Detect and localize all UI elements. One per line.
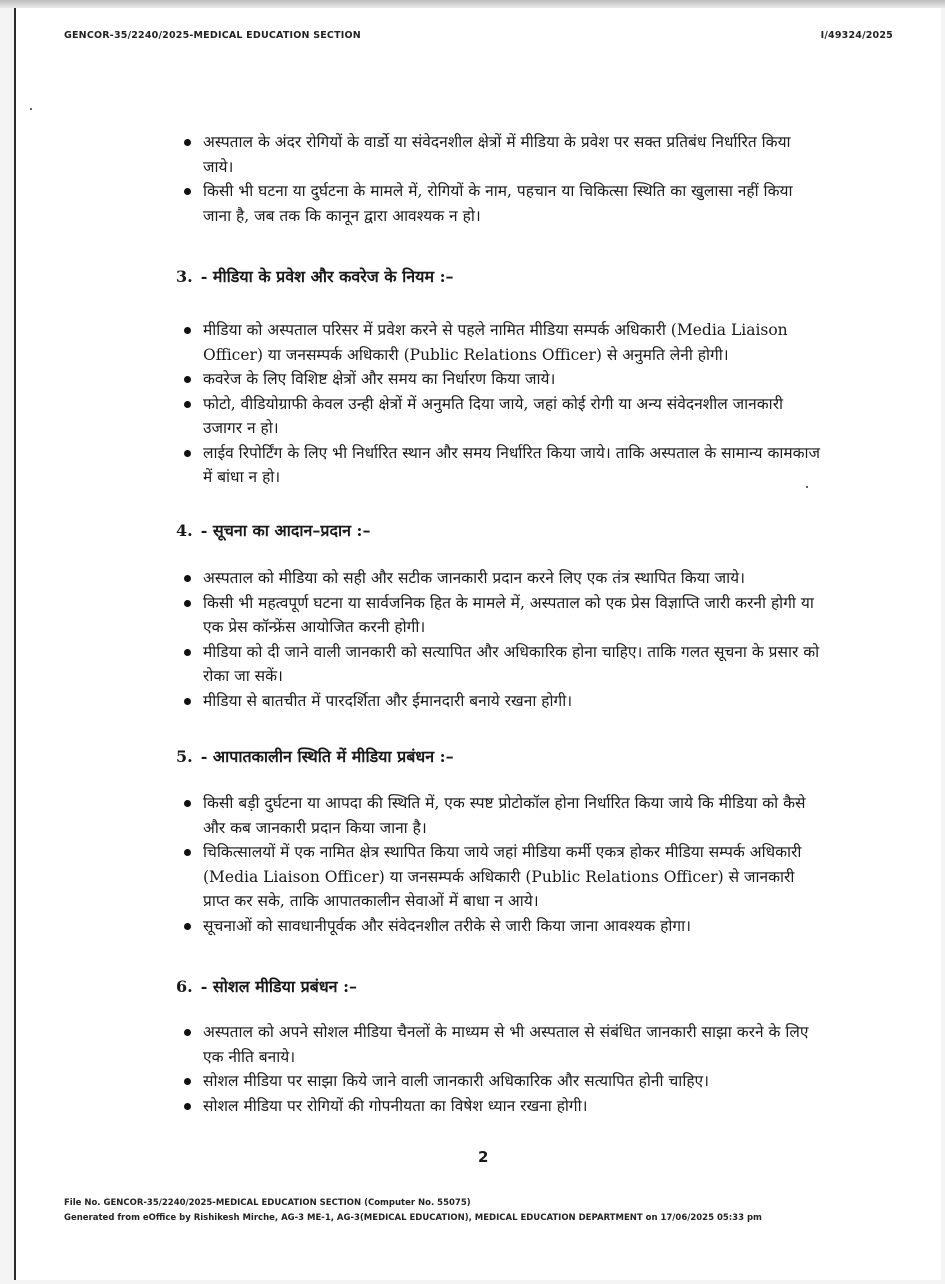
bullet-icon [184, 600, 191, 607]
bullet-icon [184, 327, 191, 334]
document-page [14, 8, 941, 1280]
file-reference-header: GENCOR-35/2240/2025-MEDICAL EDUCATION SECTION [64, 30, 361, 41]
bullet-icon [184, 1078, 191, 1085]
bullet-icon [184, 376, 191, 383]
list-item: मीडिया को अस्पताल परिसर में प्रवेश करने से पहले नामित मीडिया सम्पर्क अधिकारी (Media Liaison Officer) या जनसम्पर्क अधिकारी (Public Relations Officer) से अनुमति लेनी होगी। [181, 318, 821, 367]
list-item: किसी बड़ी दुर्घटना या आपदा की स्थिति में, एक स्पष्ट प्रोटोकॉल होना निर्धारित किया जाये कि मीडिया को कैसे और कब जानकारी प्रदान किया जाना है। [181, 791, 821, 840]
section-heading: 5. - आपातकालीन स्थिति में मीडिया प्रबंधन :– [176, 747, 454, 766]
list-item: किसी भी घटना या दुर्घटना के मामले में, रोगियों के नाम, पहचान या चिकित्सा स्थिति का खुलासा नहीं किया जाना है, जब तक कि कानून द्वारा आवश्यक न हो। [181, 179, 821, 228]
list-item: मीडिया को दी जाने वाली जानकारी को सत्यापित और अधिकारिक होना चाहिए। ताकि गलत सूचना के प्रसार को रोका जा सकें। [181, 640, 821, 689]
section-heading: 4. - सूचना का आदान–प्रदान :– [176, 521, 371, 540]
list-item: किसी भी महत्वपूर्ण घटना या सार्वजनिक हित के मामले में, अस्पताल को एक प्रेस विज्ञाप्ति जारी करनी होगी या एक प्रेस कॉन्फ्रेंस आयोजित करनी होगी। [181, 591, 821, 640]
page-number: 2 [478, 1148, 489, 1166]
document-id-header: I/49324/2025 [820, 30, 893, 41]
bullet-icon [184, 1029, 191, 1036]
bullet-icon [184, 401, 191, 408]
bullet-icon [184, 575, 191, 582]
section-heading: 6. - सोशल मीडिया प्रबंधन :– [176, 977, 358, 996]
scan-speck [30, 108, 32, 110]
intro-bullet-list [181, 130, 821, 228]
footer-file-number: File No. GENCOR-35/2240/2025-MEDICAL EDUCATION SECTION (Computer No. 55075) [64, 1198, 471, 1208]
bullet-icon [184, 649, 191, 656]
list-item: अस्पताल के अंदर रोगियों के वार्डो या संवेदनशील क्षेत्रों में मीडिया के प्रवेश पर सक्त प्रतिबंध निर्धारित किया जाये। [181, 130, 821, 179]
list-item: कवरेज के लिए विशिष्ट क्षेत्रों और समय का निर्धारण किया जाये। [181, 367, 821, 392]
list-item: लाईव रिपोर्टिंग के लिए भी निर्धारित स्थान और समय निर्धारित किया जाये। ताकि अस्पताल के सामान्य कामकाज में बांधा न हो। [181, 441, 821, 490]
list-item: अस्पताल को अपने सोशल मीडिया चैनलों के माध्यम से भी अस्पताल से संबंधित जानकारी साझा करने के लिए एक नीति बनाये। [181, 1020, 821, 1069]
section-bullet-list [181, 566, 821, 713]
bullet-icon [184, 1103, 191, 1110]
section-bullet-list [181, 1020, 821, 1118]
bullet-icon [184, 923, 191, 930]
list-item: सोशल मीडिया पर साझा किये जाने वाली जानकारी अधिकारिक और सत्यापित होनी चाहिए। [181, 1069, 821, 1094]
bullet-icon [184, 698, 191, 705]
list-item: अस्पताल को मीडिया को सही और सटीक जानकारी प्रदान करने लिए एक तंत्र स्थापित किया जाये। [181, 566, 821, 591]
section-bullet-list [181, 318, 821, 490]
footer-generated-by: Generated from eOffice by Rishikesh Mirche, AG-3 ME-1, AG-3(MEDICAL EDUCATION), MEDICAL EDUCATION DEPARTMENT on 17/06/2025 05:33 pm [64, 1213, 762, 1223]
list-item: मीडिया से बातचीत में पारदर्शिता और ईमानदारी बनाये रखना होगी। [181, 689, 821, 714]
section-bullet-list [181, 791, 821, 938]
list-item: चिकित्सालयों में एक नामित क्षेत्र स्थापित किया जाये जहां मीडिया कर्मी एकत्र होकर मीडिया सम्पर्क अधिकारी (Media Liaison Officer) या जनसम्पर्क अधिकारी (Public Relations Officer) से जानकारी प्राप्त कर सके, ताकि आपातकालीन सेवाओं में बाधा न आये। [181, 840, 821, 914]
bullet-icon [184, 188, 191, 195]
section-heading: 3. - मीडिया के प्रवेश और कवरेज के नियम :– [176, 267, 454, 286]
bullet-icon [184, 849, 191, 856]
bullet-icon [184, 800, 191, 807]
bullet-icon [184, 139, 191, 146]
list-item: फोटो, वीडियोग्राफी केवल उन्ही क्षेत्रों में अनुमति दिया जाये, जहां कोई रोगी या अन्य संवेदनशील जानकारी उजागर न हो। [181, 392, 821, 441]
list-item: सूचनाओं को सावधानीपूर्वक और संवेदनशील तरीके से जारी किया जाना आवश्यक होगा। [181, 914, 821, 939]
list-item: सोशल मीडिया पर रोगियों की गोपनीयता का विषेश ध्यान रखना होगी। [181, 1094, 821, 1119]
scan-top-edge [0, 0, 945, 8]
bullet-icon [184, 450, 191, 457]
